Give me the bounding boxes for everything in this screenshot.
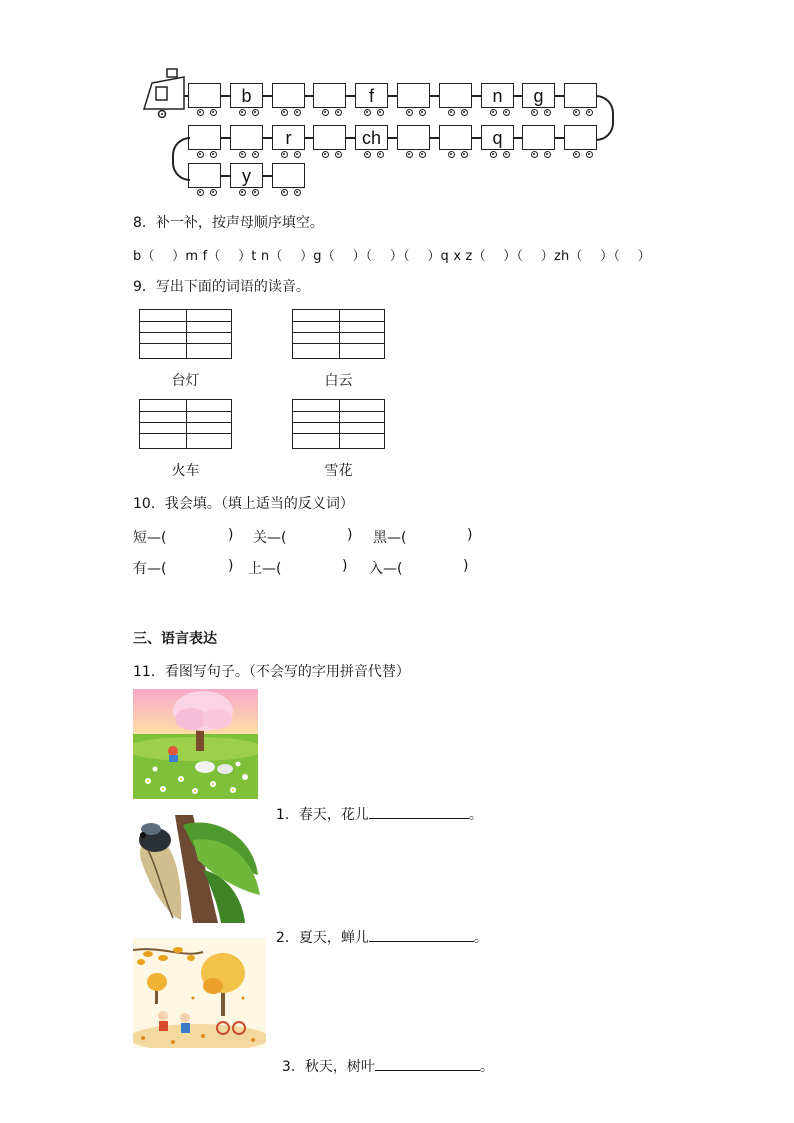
wheel-icon [239,189,246,196]
wheel-icon [377,109,384,116]
sentence-3-end: 。 [479,1059,494,1075]
train-car-row3-2[interactable]: y [230,163,263,188]
antonym-close: ) [347,527,353,543]
wheel-icon [448,151,455,158]
train-car-row2-6[interactable] [397,125,430,150]
car-coupler [263,95,272,97]
wheel-icon [335,151,342,158]
train-engine [140,67,190,119]
train-car-row2-3[interactable]: r [272,125,305,150]
wheel-icon [419,109,426,116]
wheel-icon [210,109,217,116]
train-loop-right [596,95,614,141]
wheel-icon [197,109,204,116]
car-coupler [304,95,313,97]
wheel-icon [335,109,342,116]
car-coupler [513,95,522,97]
train-loop-left [172,137,190,181]
train-car-row2-4[interactable] [313,125,346,150]
wheel-icon [503,109,510,116]
antonym-close: ) [342,558,348,574]
car-coupler [263,137,272,139]
wheel-icon [461,109,468,116]
train-car-row3-1[interactable] [188,163,221,188]
train-car-row1-1[interactable] [188,83,221,108]
wheel-icon [544,109,551,116]
wheel-icon [281,151,288,158]
q9-title: 9．写出下面的词语的读音。 [133,279,310,295]
antonym-prompt: 入—( [369,561,403,577]
sentence-1-prompt: 1．春天，花儿 [275,807,369,823]
sentence-2 [267,911,488,947]
wheel-icon [531,109,538,116]
wheel-icon [406,151,413,158]
word-label-3: 火车 [171,463,200,479]
car-coupler [263,175,272,177]
car-coupler [555,137,564,139]
antonym-close: ) [463,558,469,574]
pinyin-grid-4[interactable] [292,399,385,449]
car-coupler [388,95,397,97]
wheel-icon [210,189,217,196]
train-car-row2-8[interactable]: q [481,125,514,150]
wheel-icon [364,151,371,158]
word-label-4: 雪花 [324,463,353,479]
train-car-row1-8[interactable]: n [481,83,514,108]
word-label-2: 白云 [324,373,353,389]
train-car-row2-10[interactable] [564,125,597,150]
antonym-close: ) [467,527,473,543]
wheel-icon [573,109,580,116]
sentence-3 [273,1040,494,1076]
car-coupler [388,137,397,139]
answer-blank-3[interactable] [375,1058,480,1071]
car-coupler [221,95,230,97]
engine-coupler [184,95,189,97]
car-coupler [346,137,355,139]
pinyin-grid-3[interactable] [139,399,232,449]
pinyin-grid-2[interactable] [292,309,385,359]
wheel-icon [586,151,593,158]
wheel-icon [544,151,551,158]
wheel-icon [364,109,371,116]
train-car-row1-2[interactable]: b [230,83,263,108]
wheel-icon [197,189,204,196]
wheel-icon [490,109,497,116]
wheel-icon [252,189,259,196]
train-car-row2-1[interactable] [188,125,221,150]
train-car-row1-9[interactable]: g [522,83,555,108]
wheel-icon [281,109,288,116]
q8-sequence: b（ ）m f（ ）t n（ ）g（ ）（ ）（ ）q x z（ ）（ ）zh（ ）（ ） [133,249,651,264]
car-coupler [472,137,481,139]
wheel-icon [586,109,593,116]
train-car-row1-5[interactable]: f [355,83,388,108]
car-coupler [472,95,481,97]
section-title: 三、语言表达 [133,631,217,647]
antonym-prompt: 短—( [133,530,167,546]
train-car-row2-5[interactable]: ch [355,125,388,150]
wheel-icon [406,109,413,116]
sentence-2-prompt: 2．夏天，蝉儿 [275,930,369,946]
antonym-prompt: 有—( [133,561,167,577]
wheel-icon [239,109,246,116]
sentence-2-end: 。 [473,930,488,946]
train-car-row1-7[interactable] [439,83,472,108]
q8-title: 8．补一补，按声母顺序填空。 [133,215,324,231]
car-coupler [555,95,564,97]
train-car-row1-3[interactable] [272,83,305,108]
car-coupler [221,137,230,139]
train-car-row1-6[interactable] [397,83,430,108]
car-coupler [513,137,522,139]
wheel-icon [281,189,288,196]
car-coupler [346,95,355,97]
wheel-icon [322,109,329,116]
sentence-3-prompt: 3．秋天，树叶 [281,1059,375,1075]
spring-picture [133,689,258,799]
wheel-icon [294,189,301,196]
train-car-row2-7[interactable] [439,125,472,150]
q10-title: 10．我会填。（填上适当的反义词） [133,496,354,512]
wheel-icon [322,151,329,158]
wheel-icon [197,151,204,158]
wheel-icon [252,109,259,116]
wheel-icon [210,151,217,158]
wheel-icon [419,151,426,158]
antonym-close: ) [228,527,234,543]
train-car-row2-2[interactable] [230,125,263,150]
car-coupler [430,95,439,97]
pinyin-grid-1[interactable] [139,309,232,359]
q11-title: 11．看图写句子。（不会写的字用拼音代替） [133,664,410,680]
antonym-prompt: 上—( [248,561,282,577]
wheel-icon [490,151,497,158]
train-car-row1-10[interactable] [564,83,597,108]
wheel-icon [573,151,580,158]
train-car-row1-4[interactable] [313,83,346,108]
answer-blank-1[interactable] [369,806,469,819]
antonym-prompt: 关—( [253,530,287,546]
car-coupler [304,137,313,139]
train-car-row3-3[interactable] [272,163,305,188]
wheel-icon [377,151,384,158]
wheel-icon [294,151,301,158]
wheel-icon [239,151,246,158]
wheel-icon [503,151,510,158]
train-car-row2-9[interactable] [522,125,555,150]
answer-blank-2[interactable] [369,929,474,942]
sentence-1-end: 。 [468,807,483,823]
autumn-picture [133,938,266,1048]
wheel-icon [252,151,259,158]
wheel-icon [448,109,455,116]
sentence-1 [267,788,483,824]
antonym-prompt: 黑—( [373,530,407,546]
summer-picture [133,815,260,923]
word-label-1: 台灯 [171,373,200,389]
wheel-icon [294,109,301,116]
antonym-close: ) [228,558,234,574]
wheel-icon [461,151,468,158]
car-coupler [430,137,439,139]
car-coupler [221,175,230,177]
wheel-icon [531,151,538,158]
